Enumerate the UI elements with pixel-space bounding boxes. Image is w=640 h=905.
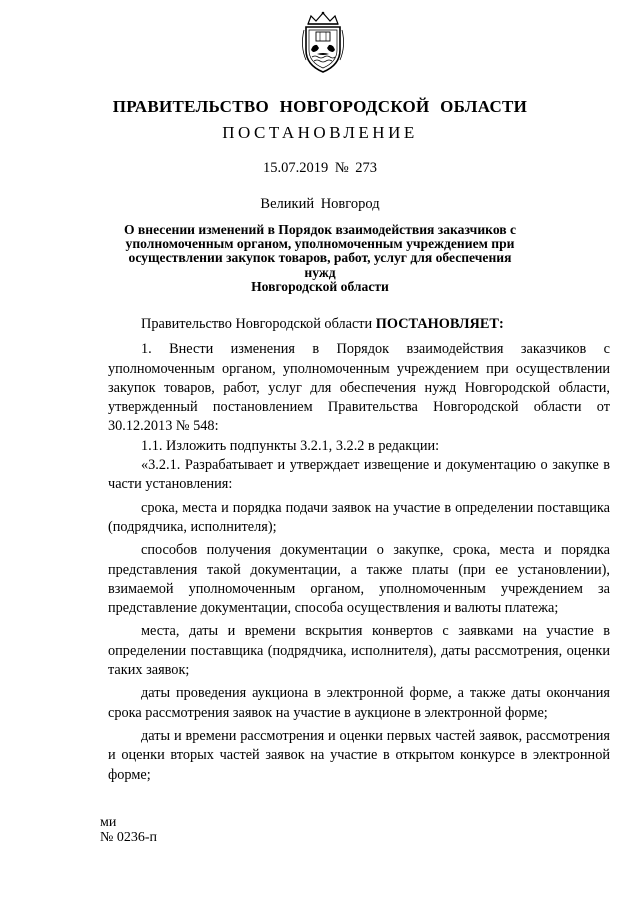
author-initials: ми <box>100 815 117 830</box>
document-code: № 0236-п <box>100 830 158 845</box>
subject-line: О внесении изменений в Порядок взаимодействия заказчиков с <box>123 222 517 237</box>
coat-of-arms-icon <box>296 10 350 76</box>
resolution-lead <box>108 315 610 334</box>
subject-line: осуществлении закупок товаров, работ, услуг для обеспечения нужд <box>128 250 512 280</box>
paragraph: 1. Внести изменения в Порядок взаимодействия заказчиков с уполномоченным органом, уполномоченным учреждением при осуществлении закупок товаров, работ, услуг для обеспечения нужд Новгородской области, утвержденный постановлением Правительства Новгородской области от 30.12.2013 № 548: <box>108 341 610 435</box>
paragraph: срока, места и порядка подачи заявок на участие в определении поставщика (подрядчика, исполнителя); <box>108 499 610 535</box>
paragraph: «3.2.1. Разрабатывает и утверждает извещение и документацию о закупке в части установления: <box>108 457 610 493</box>
paragraph: даты проведения аукциона в электронной форме, а также даты окончания срока рассмотрения заявок на участие в аукционе в электронной форме; <box>108 685 610 721</box>
document-body <box>108 315 610 785</box>
document-subject <box>120 223 520 294</box>
lead-text: Правительство Новгородской области <box>141 316 376 332</box>
paragraph: даты и времени рассмотрения и оценки первых частей заявок, рассмотрения и оценки вторых частей заявок на участие в открытом конкурсе в электронной форме; <box>108 727 610 783</box>
city-name: Великий Новгород <box>260 196 380 212</box>
resolves-word: ПОСТАНОВЛЯЕТ: <box>375 316 504 332</box>
government-title: ПРАВИТЕЛЬСТВО НОВГОРОДСКОЙ ОБЛАСТИ <box>112 97 528 116</box>
subject-line: Новгородской области <box>251 278 389 294</box>
document-type: ПОСТАНОВЛЕНИЕ <box>222 123 418 142</box>
subject-line: уполномоченным органом, уполномоченным учреждением при <box>125 236 515 252</box>
paragraph: места, даты и времени вскрытия конвертов с заявками на участие в определении поставщика (подрядчика, исполнителя), даты рассмотрения, оценки таких заявок; <box>108 623 610 679</box>
footer-code <box>100 815 157 845</box>
date-and-number: 15.07.2019 № 273 <box>262 160 378 176</box>
paragraph: 1.1. Изложить подпункты 3.2.1, 3.2.2 в редакции: <box>141 437 440 454</box>
paragraph: способов получения документации о закупке, срока, места и порядка представления такой документации, а также платы (при ее установлении), взимаемой уполномоченным органом, уполномоченным учреждением за представление документации, способа осуществления и валюты платежа; <box>108 542 610 617</box>
